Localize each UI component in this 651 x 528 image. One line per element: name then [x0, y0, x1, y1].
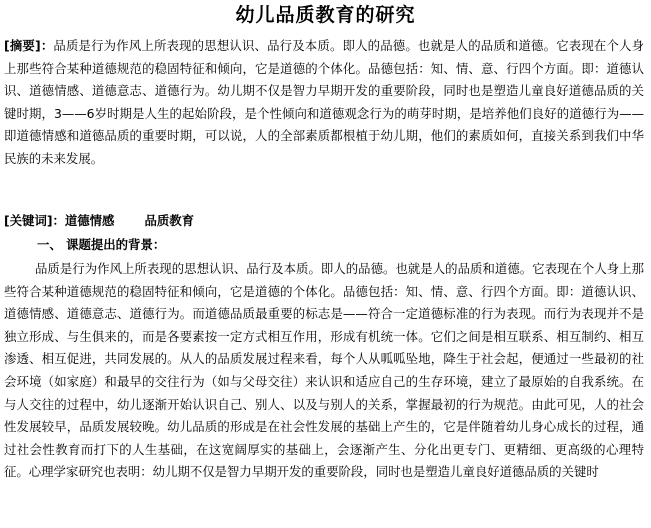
abstract-paragraph [4, 35, 644, 171]
document-title: 幼儿品质教育的研究 [235, 4, 416, 26]
section-heading: 一、 课题提出的背景： [37, 237, 166, 252]
abstract-text: 品质是行为作风上所表现的思想认识、品行及本质。即人的品德。也就是人的品质和道德。它表现在个人身上那些符合某种道德规范的稳固特征和倾向，它是道德的个体化。品德包括：知、情、意、行四个方面。即：道德认识、道德情感、道德意志、道德行为。幼儿期不仅是智力早期开发的重要阶段，同时也是塑造儿童良好道德品质的关键时期，3——6岁时期是人生的起始阶段，是个性倾向和道德观念行为的萌芽时期，是培养他们良好的道德行为——即道德情感和道德品质的重要时期，可以说，人的全部素质都根植于幼儿期，他们的素质如何，直接关系到我们中华民族的未来发展。 [4, 38, 645, 166]
keywords-label: [关键词]： [4, 213, 65, 228]
keywords-line [4, 210, 194, 232]
keyword-item: 品质教育 [144, 213, 195, 228]
abstract-label: [摘要]： [4, 38, 54, 53]
keyword-item: 道德情感 [64, 213, 115, 228]
background-paragraph: 品质是行为作风上所表现的思想认识、品行及本质。即人的品德。也就是人的品质和道德。它表现在个人身上那些符合某种道德规范的稳固特征和倾向，它是道德的个体化。品德包括：知、情、意、行四个方面。即：道德认识、道德情感、道德意志、道德行为。而道德品质最重要的标志是——符合一定道德标准的行为表现。而行为表现并不是独立形成、与生俱来的，而是各要素按一定方式相互作用，形成有机统一体。它们之间是相互联系、相互制约、相互渗透、相互促进，共同发展的。从人的品质发展过程来看，每个人从呱呱坠地，降生于社会起，便通过一些最初的社会环境（如家庭）和最早的交往行为（如与父母交往）来认识和适应自己的生存环境，建立了最原始的自我系统。在与人交往的过程中，幼儿逐渐开始认识自己、别人、以及与别人的关系，掌握最初的行为规范。由此可见，人的社会性发展较早，品质发展较晚。幼儿品质的形成是在社会性发展的基础上产生的，它是伴随着幼儿身心成长的过程，通过社会性教育而打下的人生基础，在这宽阔厚实的基础上，会逐渐产生、分化出更专门、更精细、更高级的心理特征。心理学家研究也表明：幼儿期不仅是智力早期开发的重要阶段，同时也是塑造儿童良好道德品质的关键时 [4, 261, 644, 480]
